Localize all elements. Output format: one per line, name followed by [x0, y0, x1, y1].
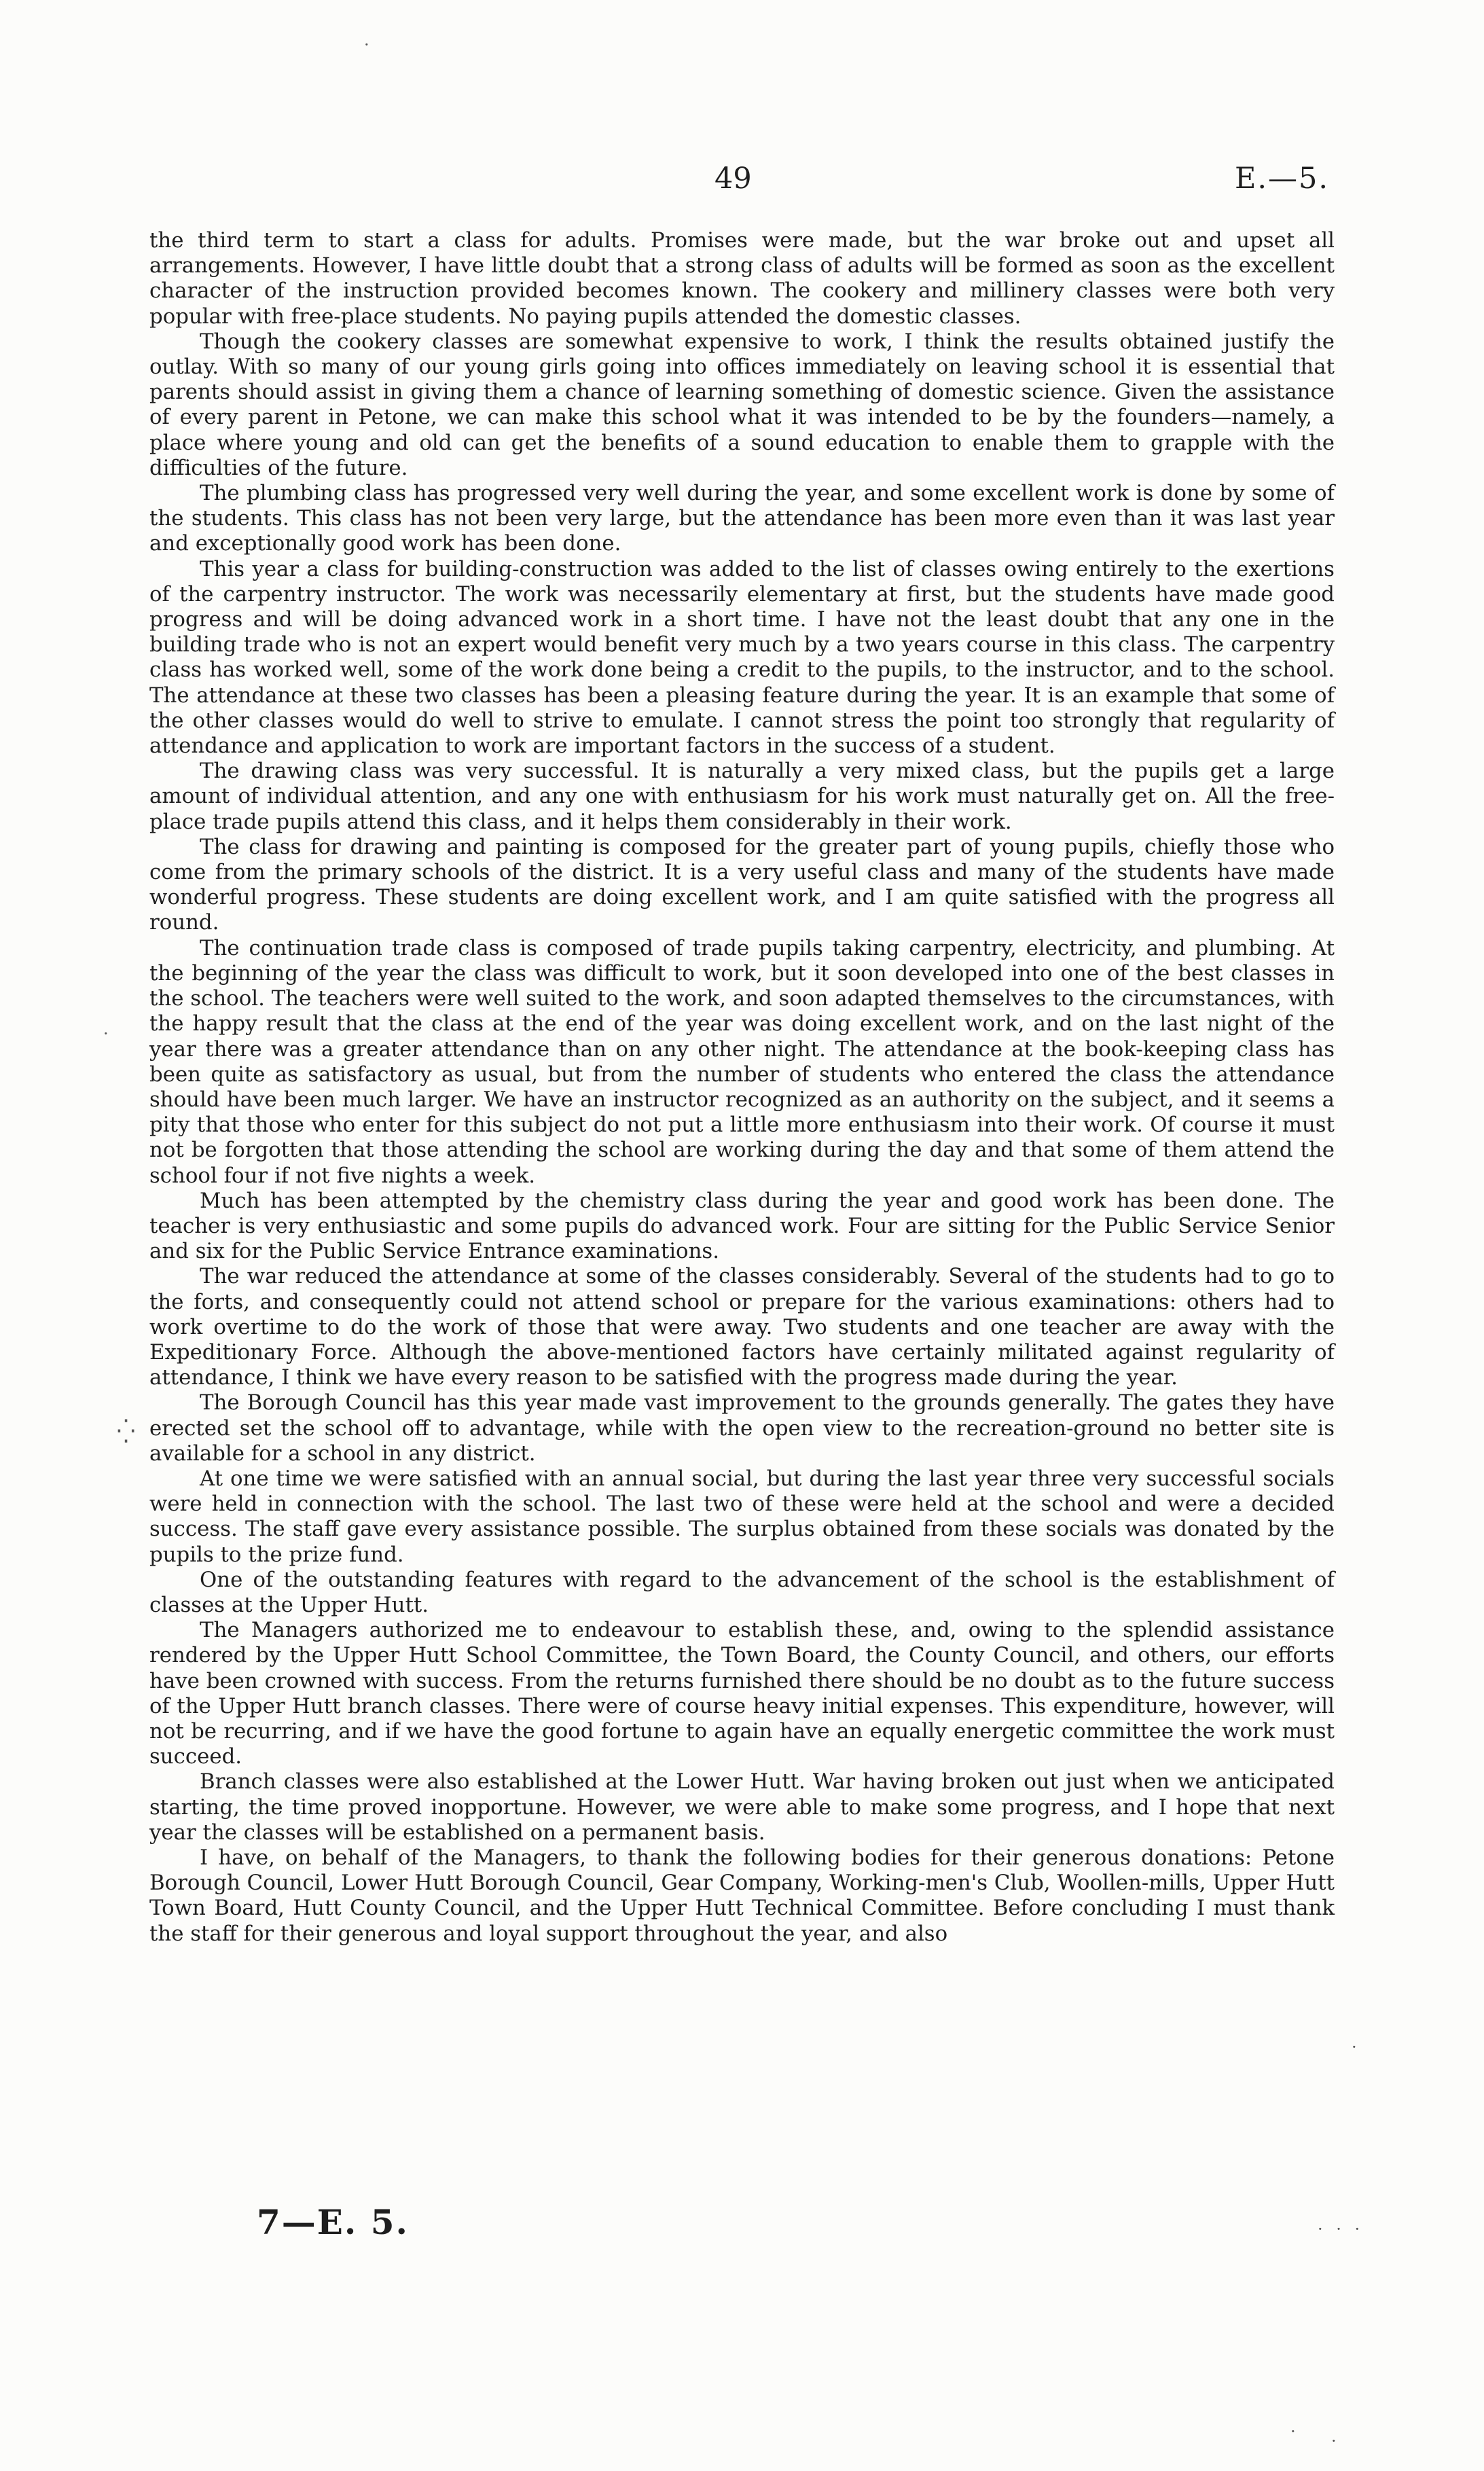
- page-header: [0, 162, 1484, 202]
- paragraph: At one time we were satisfied with an annual social, but during the last year three very successful socials were held in connection with the school. The last two of these were held at the school and were a decided success. The staff gave every assistance possible. The surplus obtained from these socials was donated by the pupils to the prize fund.: [149, 1466, 1335, 1567]
- scan-speck: ·: [1290, 2422, 1296, 2441]
- paragraph: the third term to start a class for adults. Promises were made, but the war broke out and upset all arrangements. However, I have little doubt that a strong class of adults will be formed as soon as the excellent character of the instruction provided becomes known. The cookery and millinery classes were both very popular with free-place students. No paying pupils attended the domestic classes.: [149, 228, 1335, 329]
- scan-speck: ·: [364, 35, 369, 54]
- paragraph: The plumbing class has progressed very well during the year, and some excellent work is done by some of the students. This class has not been very large, but the attendance has been more even than it was last year and exceptionally good work has been done.: [149, 481, 1335, 556]
- paragraph: I have, on behalf of the Managers, to thank the following bodies for their generous donations: Petone Borough Council, Lower Hutt Borough Council, Gear Company, Working-men's Club, Woollen-mills, Upper Hutt Town Board, Hutt County Council, and the Upper Hutt Technical Committee. Before concluding I must thank the staff for their generous and loyal support throughout the year, and also: [149, 1845, 1335, 1946]
- paragraph: The Borough Council has this year made vast improvement to the grounds generally. The gates they have erected set the school off to advantage, while with the open view to the recreation-ground no better site is available for a school in any district.: [149, 1390, 1335, 1466]
- paragraph: This year a class for building-construction was added to the list of classes owing entirely to the exertions of the carpentry instructor. The work was necessarily elementary at first, but the students have made good progress and will be doing advanced work in a short time. I have not the least doubt that any one in the building trade who is not an expert would benefit very much by a two years course in this class. The carpentry class has worked well, some of the work done being a credit to the pupils, to the instructor, and to the school. The attendance at these two classes has been a pleasing feature during the year. It is an example that some of the other classes would do well to strive to emulate. I cannot stress the point too strongly that regularity of attendance and application to work are important factors in the success of a student.: [149, 556, 1335, 759]
- paragraph: The class for drawing and painting is composed for the greater part of young pupils, chiefly those who come from the primary schools of the district. It is a very useful class and many of the students have made wonderful progress. These students are doing excellent work, and I am quite satisfied with the progress all round.: [149, 834, 1335, 935]
- series-code: E.—5.: [1235, 162, 1330, 196]
- page-number: 49: [714, 162, 752, 196]
- report-body: [149, 228, 1335, 1947]
- paragraph: The continuation trade class is composed of trade pupils taking carpentry, electricity, and plumbing. At the beginning of the year the class was difficult to work, but it soon developed into one of the best classes in the school. The teachers were well suited to the work, and soon adapted themselves to the circumstances, with the happy result that the class at the end of the year was doing excellent work, and on the last night of the year there was a greater attendance than on any other night. The attendance at the book-keeping class has been quite as satisfactory as usual, but from the number of students who entered the class the attendance should have been much larger. We have an instructor recognized as an authority on the subject, and it seems a pity that those who enter for this subject do not put a little more enthusiasm into their work. Of course it must not be forgotten that those attending the school are working during the day and that some of them attend the school four if not five nights a week.: [149, 935, 1335, 1188]
- signature-mark: 7—E. 5.: [257, 2202, 409, 2242]
- paragraph: Much has been attempted by the chemistry class during the year and good work has been done. The teacher is very enthusiastic and some pupils do advanced work. Four are sitting for the Public Service Senior and six for the Public Service Entrance examinations.: [149, 1188, 1335, 1264]
- paragraph: Though the cookery classes are somewhat expensive to work, I think the results obtained justify the outlay. With so many of our young girls going into offices immediately on leaving school it is essential that parents should assist in giving them a chance of learning something of domestic science. Given the assistance of every parent in Petone, we can make this school what it was intended to be by the founders—namely, a place where young and old can get the benefits of a sound education to enable them to grapple with the difficulties of the future.: [149, 329, 1335, 480]
- paragraph: The war reduced the attendance at some of the classes considerably. Several of the students had to go to the forts, and consequently could not attend school or prepare for the various examinations: others had to work overtime to do the work of those that were away. Two students and one teacher are away with the Expeditionary Force. Although the above-mentioned factors have certainly militated against regularity of attendance, I think we have every reason to be satisfied with the progress made during the year.: [149, 1264, 1335, 1390]
- scan-speck: ·: [103, 1024, 109, 1043]
- margin-mark-icon: ⁛: [117, 1418, 136, 1445]
- paragraph: The Managers authorized me to endeavour to establish these, and, owing to the splendid assistance rendered by the Upper Hutt School Committee, the Town Board, the County Council, and others, our efforts have been crowned with success. From the returns furnished there should be no doubt as to the future success of the Upper Hutt branch classes. There were of course heavy initial expenses. This expenditure, however, will not be recurring, and if we have the good fortune to again have an equally energetic committee the work must succeed.: [149, 1618, 1335, 1769]
- paragraph: Branch classes were also established at the Lower Hutt. War having broken out just when we anticipated starting, the time proved inopportune. However, we were able to make some progress, and I hope that next year the classes will be established on a permanent basis.: [149, 1769, 1335, 1845]
- scan-speck: ·: [1352, 2038, 1357, 2057]
- scan-speck: · · ·: [1318, 2220, 1364, 2239]
- scan-speck: ·: [1331, 2432, 1337, 2451]
- paragraph: One of the outstanding features with regard to the advancement of the school is the establishment of classes at the Upper Hutt.: [149, 1567, 1335, 1617]
- paragraph: The drawing class was very successful. It is naturally a very mixed class, but the pupils get a large amount of individual attention, and any one with enthusiasm for his work must naturally get on. All the free-place trade pupils attend this class, and it helps them considerably in their work.: [149, 759, 1335, 834]
